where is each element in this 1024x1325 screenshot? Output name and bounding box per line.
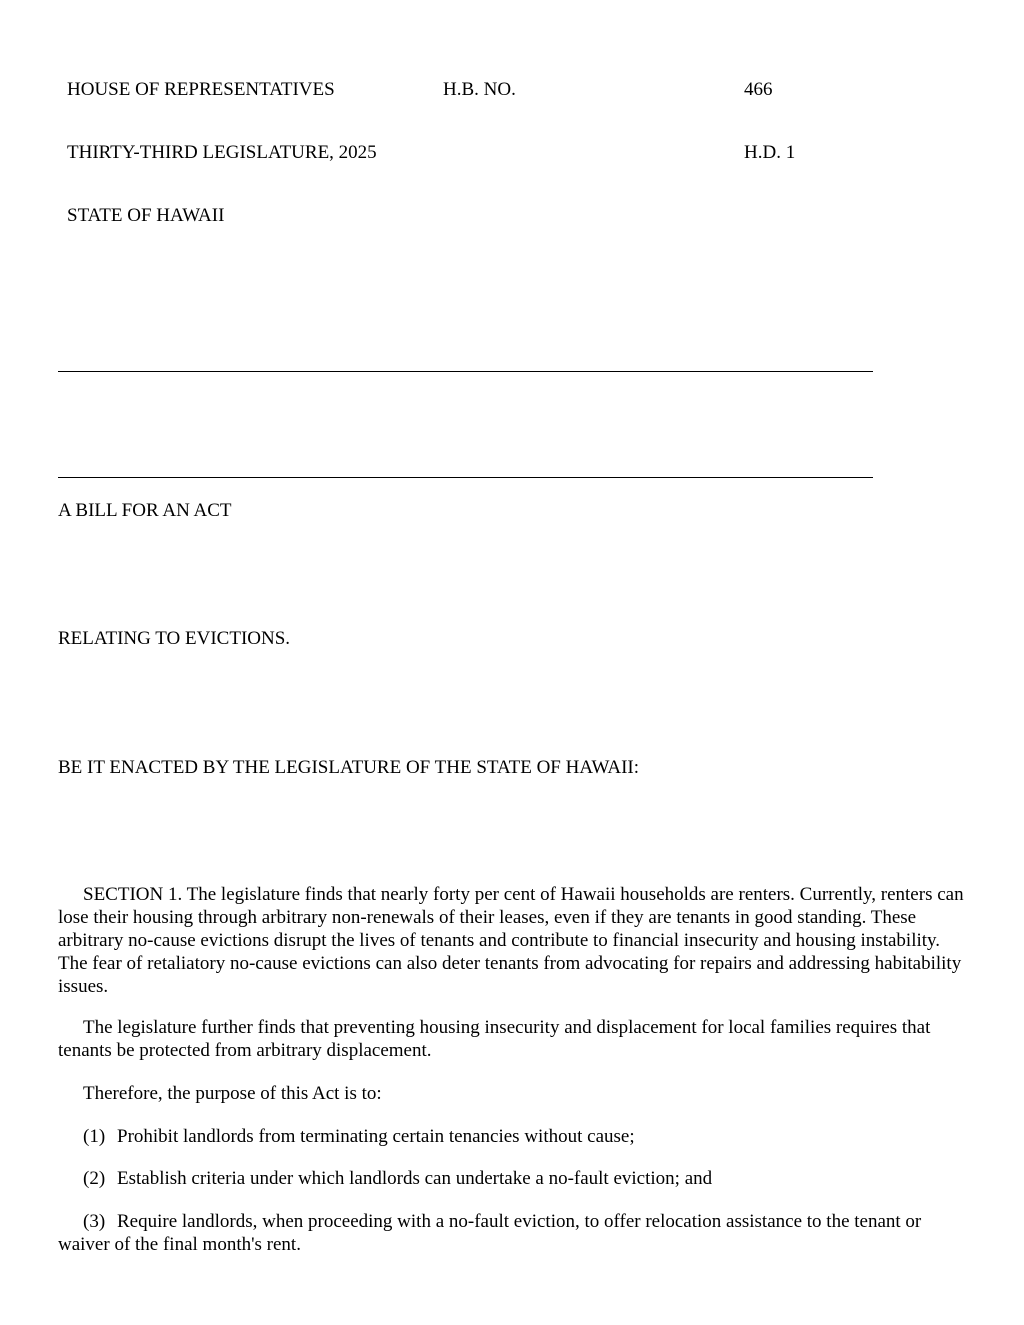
further-finds-paragraph: The legislature further finds that preventing housing insecurity and displacement for local families requires that tenants be protected from arbitrary displacement. — [58, 1017, 931, 1061]
purpose-item — [58, 1125, 970, 1148]
purpose-number: (3) — [83, 1211, 106, 1232]
bill-number-label: H.B. NO. — [443, 79, 516, 100]
state-name: STATE OF HAWAII — [67, 205, 225, 226]
purpose-item — [58, 1167, 970, 1190]
purpose-number: (1) — [83, 1126, 106, 1147]
purpose-item — [58, 1210, 970, 1256]
purpose-text: Prohibit landlords from terminating certain tenancies without cause; — [117, 1126, 635, 1147]
enacting-clause: BE IT ENACTED BY THE LEGISLATURE OF THE STATE OF HAWAII: — [58, 757, 640, 778]
chamber-name: HOUSE OF REPRESENTATIVES — [67, 79, 335, 100]
legislature-session: THIRTY-THIRD LEGISLATURE, 2025 — [67, 142, 377, 163]
purpose-intro: Therefore, the purpose of this Act is to: — [83, 1083, 382, 1104]
purpose-text: Establish criteria under which landlords can undertake a no-fault eviction; and — [117, 1168, 713, 1189]
bill-number: 466 — [744, 79, 773, 100]
house-draft: H.D. 1 — [744, 142, 796, 163]
bill-subject: RELATING TO EVICTIONS. — [58, 628, 291, 649]
purpose-number: (2) — [83, 1168, 106, 1189]
bottom-divider — [58, 477, 873, 478]
bill-title: A BILL FOR AN ACT — [58, 500, 232, 521]
top-divider — [58, 371, 873, 372]
section-1-paragraph: SECTION 1. The legislature finds that nearly forty per cent of Hawaii households are renters. Currently, renters can lose their housing through arbitrary non-renewals of their leases, even if they are tenants in good standing. These arbitrary no-cause evictions disrupt the lives of tenants and contribute to financial insecurity and housing instability. The fear of retaliatory no-cause evictions can also deter tenants from advocating for repairs and addressing habitability issues. — [58, 884, 964, 997]
purpose-text: Require landlords, when proceeding with a no-fault eviction, to offer relocation assistance to the tenant or waiver of the final month's rent. — [58, 1211, 922, 1255]
